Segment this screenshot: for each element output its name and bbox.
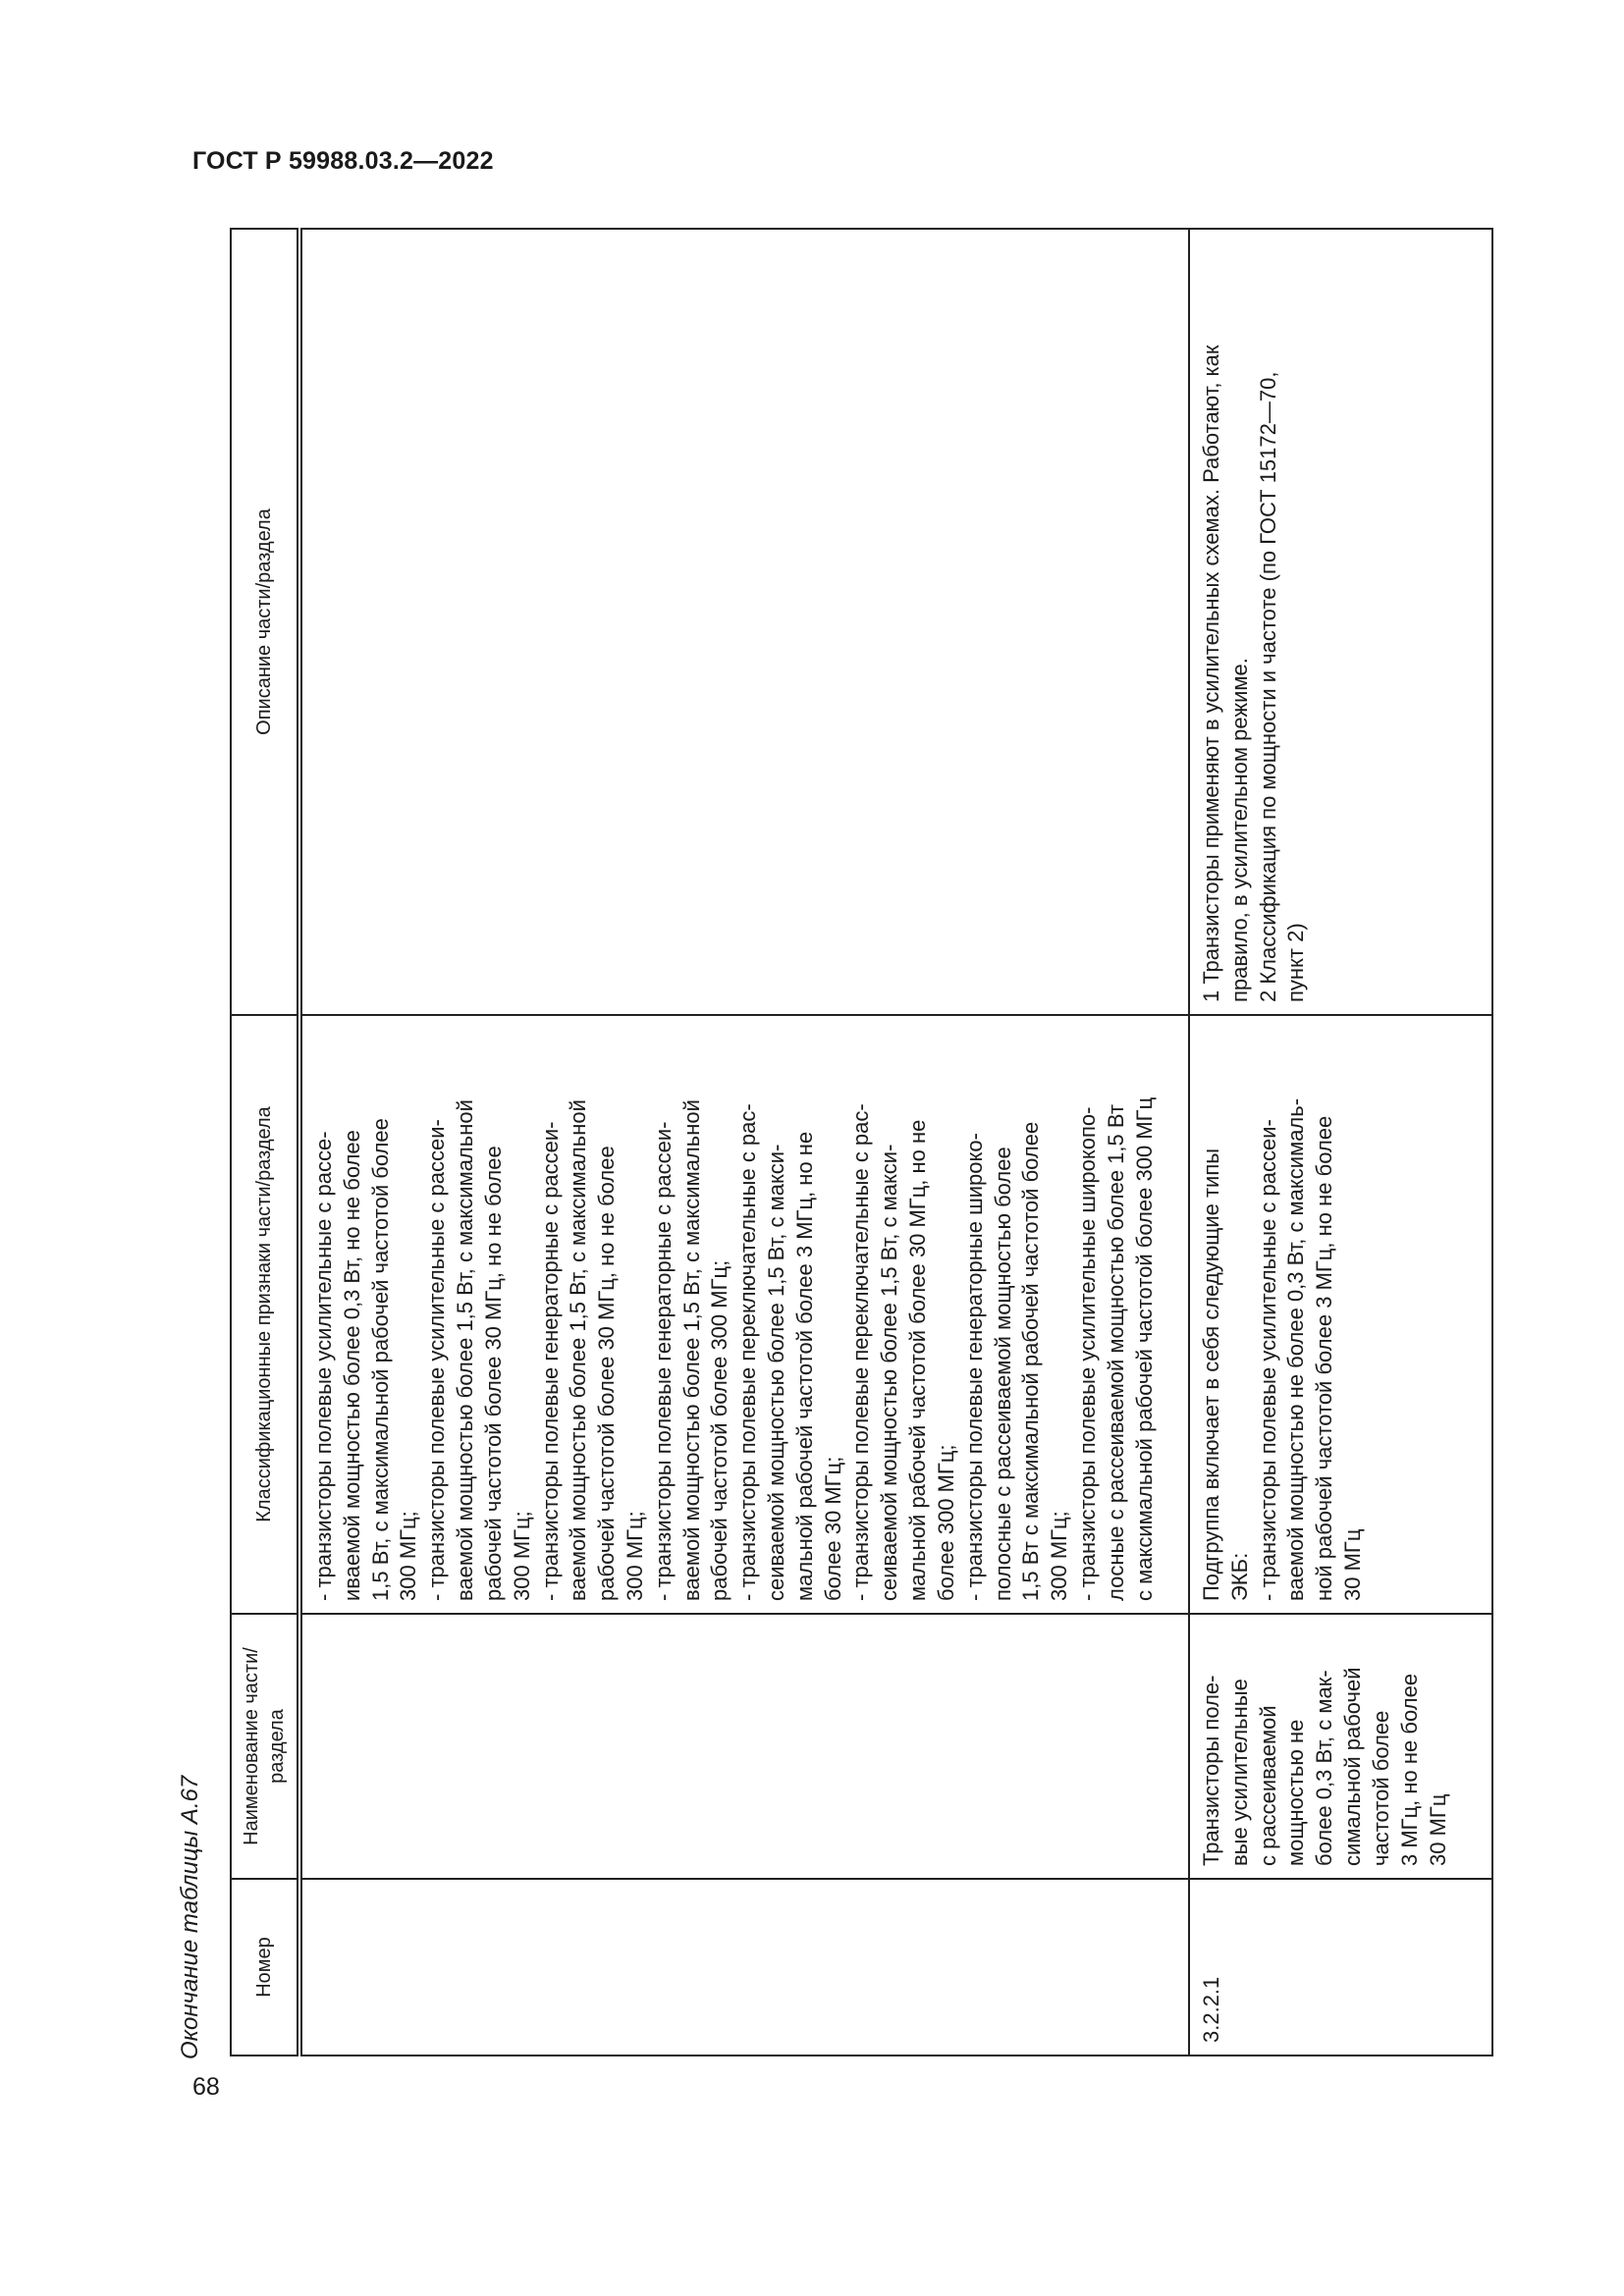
text-line: Транзисторы поле- xyxy=(1199,1675,1223,1866)
text-line: 1,5 Вт с максимальной рабочей частотой более xyxy=(1018,1121,1044,1601)
text-line: рабочей частотой более 300 МГц; xyxy=(707,1259,732,1601)
text-line: 300 МГц; xyxy=(509,1511,534,1601)
text-line: 1 Транзисторы применяют в усилительных схемах. Работают, как xyxy=(1199,345,1223,1002)
text-line: - транзисторы полевые генераторные широко- xyxy=(961,1133,987,1601)
text-line: 300 МГц; xyxy=(1047,1511,1072,1601)
text-line: - транзисторы полевые генераторные с рассеи- xyxy=(650,1121,676,1601)
text-line: ЭКБ: xyxy=(1226,1552,1252,1601)
text-line: 30 МГц xyxy=(1340,1528,1366,1601)
column-header-features: Классификационные признаки части/раздела xyxy=(231,1015,299,1614)
table-row xyxy=(1189,229,1492,2056)
text-line: - транзисторы полевые генераторные с рассеи- xyxy=(537,1121,563,1601)
text-line: мальной рабочей частотой более 30 МГц, но не xyxy=(905,1119,931,1601)
text-line: с максимальной рабочей частотой более 300 МГц xyxy=(1131,1096,1157,1601)
cell-name xyxy=(1189,1614,1492,1879)
column-header-description: Описание части/раздела xyxy=(231,229,299,1015)
text-line: более 0,3 Вт, с мак- xyxy=(1312,1670,1337,1866)
text-line: полосные с рассеиваемой мощностью более xyxy=(990,1147,1015,1601)
text-line: ваемой мощностью не более 0,3 Вт, с максималь- xyxy=(1283,1097,1309,1601)
cell-description xyxy=(299,229,1189,1015)
column-header-number: Номер xyxy=(231,1879,299,2056)
text-line: с рассеиваемой xyxy=(1255,1705,1280,1866)
cell-features xyxy=(1189,1015,1492,1614)
text-line: - транзисторы полевые усилительные с рассеи- xyxy=(424,1119,450,1601)
text-line: 2 Классификация по мощности и частоте (по ГОСТ 15172—70, xyxy=(1255,371,1280,1002)
text-line: - транзисторы полевые усилительные с рассе- xyxy=(311,1131,336,1601)
cell-features xyxy=(299,1015,1189,1614)
text-line: вые усилительные xyxy=(1226,1679,1252,1866)
text-line: ваемой мощностью более 1,5 Вт, с максимальной xyxy=(566,1099,591,1601)
text-line: - транзисторы полевые усилительные широкопо- xyxy=(1074,1106,1100,1601)
text-line: более 30 МГц; xyxy=(820,1456,845,1601)
text-line: - транзисторы полевые усилительные с рассеи- xyxy=(1255,1119,1280,1601)
cell-number xyxy=(299,1879,1189,2056)
table-caption: Окончание таблицы А.67 xyxy=(177,1775,203,2059)
text-line: мощностью не xyxy=(1283,1719,1309,1866)
text-line: 30 МГц xyxy=(1425,1793,1450,1866)
text-line: - транзисторы полевые переключательные с рас- xyxy=(735,1103,761,1601)
text-line: 300 МГц; xyxy=(396,1511,421,1601)
text-line: сеиваемой мощностью более 1,5 Вт, с макси- xyxy=(877,1144,902,1601)
text-line: симальной рабочей xyxy=(1340,1667,1366,1866)
text-line: 3 МГц, но не более xyxy=(1396,1673,1422,1866)
text-line: более 300 МГц; xyxy=(933,1444,958,1601)
classification-table xyxy=(230,228,1493,2056)
text-line: лосные с рассеиваемой мощностью более 1,5 Вт xyxy=(1103,1104,1128,1601)
text-line: ваемой мощностью более 1,5 Вт, с максимальной xyxy=(453,1099,478,1601)
text-line: частотой более xyxy=(1368,1710,1393,1866)
text-line: - транзисторы полевые переключательные с рас- xyxy=(848,1103,874,1601)
cell-number: 3.2.2.1 xyxy=(1189,1879,1492,2056)
text-line: иваемой мощностью более 0,3 Вт, но не более xyxy=(339,1130,364,1601)
table-row xyxy=(299,229,1189,2056)
column-header-name: Наименование части/ раздела xyxy=(231,1614,299,1879)
text-line: 300 МГц; xyxy=(622,1511,647,1601)
text-line: 1,5 Вт, с максимальной рабочей частотой более xyxy=(367,1118,393,1601)
text-line: ной рабочей частотой более 3 МГц, но не более xyxy=(1312,1115,1337,1601)
text-line: пункт 2) xyxy=(1283,923,1309,1002)
cell-name xyxy=(299,1614,1189,1879)
page-number: 68 xyxy=(192,2073,220,2101)
text-line: мальной рабочей частотой более 3 МГц, но не xyxy=(791,1131,817,1601)
text-line: рабочей частотой более 30 МГц, но не более xyxy=(594,1146,620,1601)
document-code: ГОСТ Р 59988.03.2—2022 xyxy=(192,147,494,175)
text-line: сеиваемой мощностью более 1,5 Вт, с макси- xyxy=(764,1144,788,1601)
rotated-table-container xyxy=(230,230,1493,2056)
text-line: рабочей частотой более 30 МГц, но не более xyxy=(480,1146,506,1601)
text-line: правило, в усилительном режиме. xyxy=(1226,658,1252,1002)
cell-description xyxy=(1189,229,1492,1015)
text-line: ваемой мощностью более 1,5 Вт, с максимальной xyxy=(678,1099,704,1601)
text-line: Подгруппа включает в себя следующие типы xyxy=(1199,1148,1223,1601)
